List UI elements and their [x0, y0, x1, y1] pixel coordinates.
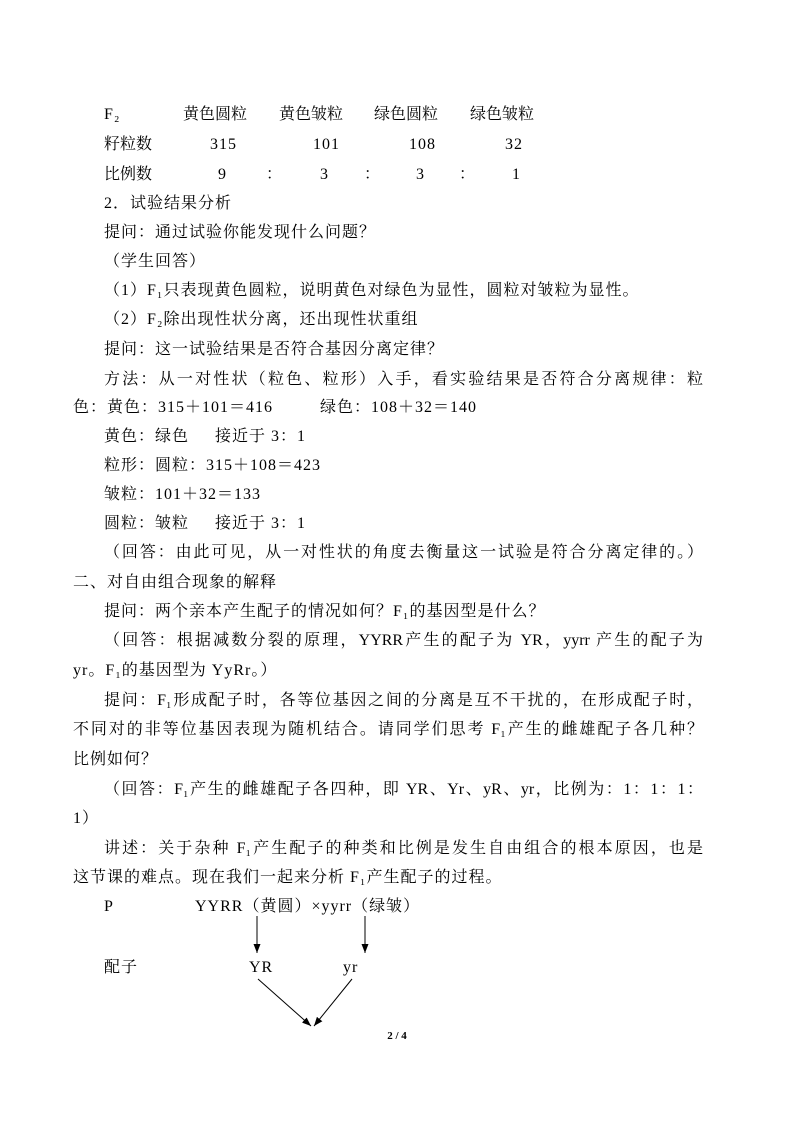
- ratio-row-label: 比例数: [104, 166, 153, 183]
- gamete: YR: [249, 959, 274, 976]
- table-column-header: 绿色皱粒: [470, 106, 535, 123]
- table-cell: 32: [505, 136, 523, 153]
- answer-text: （回答：根据减数分裂的原理，YYRR产生的配子为 YR，yyrr 产生的配子为: [104, 632, 703, 649]
- table-cell: 1: [512, 166, 521, 183]
- question-text: 提问：通过试验你能发现什么问题？: [104, 224, 377, 241]
- table-cell: 315: [210, 136, 237, 153]
- table-cell: 9: [218, 166, 227, 183]
- calculation-text: 皱粒：101＋32＝133: [104, 486, 262, 503]
- table-cell: 108: [409, 136, 436, 153]
- finding-text: （1）F₁只表现黄色圆粒，说明黄色对绿色为显性，圆粒对皱粒为显性。: [104, 282, 640, 299]
- answer-text: 1）: [73, 810, 100, 827]
- table-cell: 101: [313, 136, 340, 153]
- table-column-header: 黄色圆粒: [183, 106, 248, 123]
- ratio-label: 圆粒：皱粒: [104, 515, 190, 532]
- question-text: 提问：这一试验结果是否符合基因分离定律？: [104, 341, 445, 358]
- finding-text: （2）F₂除出现性状分离，还出现性状重组: [104, 311, 419, 328]
- page-number: 2 / 4: [387, 1030, 407, 1042]
- gamete-label: 配子: [104, 959, 139, 976]
- method-text: 方法：从一对性状（粒色、粒形）入手，看实验结果是否符合分离规律：粒: [104, 371, 703, 388]
- student-answer-note: （学生回答）: [104, 253, 207, 270]
- section-heading: 2．试验结果分析: [104, 195, 233, 212]
- section-heading: 二、对自由组合现象的解释: [73, 574, 278, 591]
- parent-generation-label: P: [104, 898, 114, 915]
- calculation-text: 色：黄色：315＋101＝416: [73, 399, 274, 416]
- question-text: 提问：两个亲本产生配子的情况如何？F₁的基因型是什么？: [104, 603, 546, 620]
- answer-text: （回答：由此可见，从一对性状的角度去衡量这一试验是符合分离定律的。）: [104, 544, 703, 561]
- question-text: 提问：F₁形成配子时，各等位基因之间的分离是互不干扰的，在形成配子时，: [104, 692, 703, 709]
- table-header-label: F₂: [104, 106, 121, 123]
- calculation-text: 粒形：圆粒：315＋108＝423: [104, 457, 322, 474]
- ratio-separator: ：: [266, 166, 284, 183]
- answer-text: yr。F₁的基因型为 YyRr。）: [73, 662, 278, 679]
- question-text: 不同对的非等位基因表现为随机结合。请同学们思考 F₁产生的雌雄配子各几种？: [73, 721, 703, 738]
- calculation-text: 绿色：108＋32＝140: [320, 399, 478, 416]
- ratio-separator: ：: [364, 166, 382, 183]
- table-cell: 3: [320, 166, 329, 183]
- table-column-header: 黄色皱粒: [279, 106, 344, 123]
- ratio-value: 接近于 3：1: [215, 428, 307, 445]
- table-column-header: 绿色圆粒: [374, 106, 439, 123]
- table-cell: 3: [416, 166, 425, 183]
- ratio-label: 黄色：绿色: [104, 428, 190, 445]
- arrow-gamete2-to-f1: [314, 979, 352, 1026]
- gamete: yr: [343, 959, 359, 976]
- question-text: 比例如何？: [73, 751, 159, 768]
- parent-cross: YYRR（黄圆）×yyrr（绿皱）: [195, 898, 421, 915]
- lecture-text: 讲述：关于杂种 F₁产生配子的种类和比例是发生自由组合的根本原因，也是: [104, 840, 703, 857]
- cross-diagram-arrows: [230, 905, 390, 1035]
- lecture-text: 这节课的难点。现在我们一起来分析 F₁产生配子的过程。: [73, 869, 503, 886]
- ratio-value: 接近于 3：1: [215, 515, 307, 532]
- ratio-separator: ：: [459, 166, 477, 183]
- answer-text: （回答：F₁产生的雌雄配子各四种，即 YR、Yr、yR、yr，比例为：1：1：1：: [104, 781, 703, 798]
- count-row-label: 籽粒数: [104, 136, 153, 153]
- arrow-gamete1-to-f1: [258, 979, 311, 1026]
